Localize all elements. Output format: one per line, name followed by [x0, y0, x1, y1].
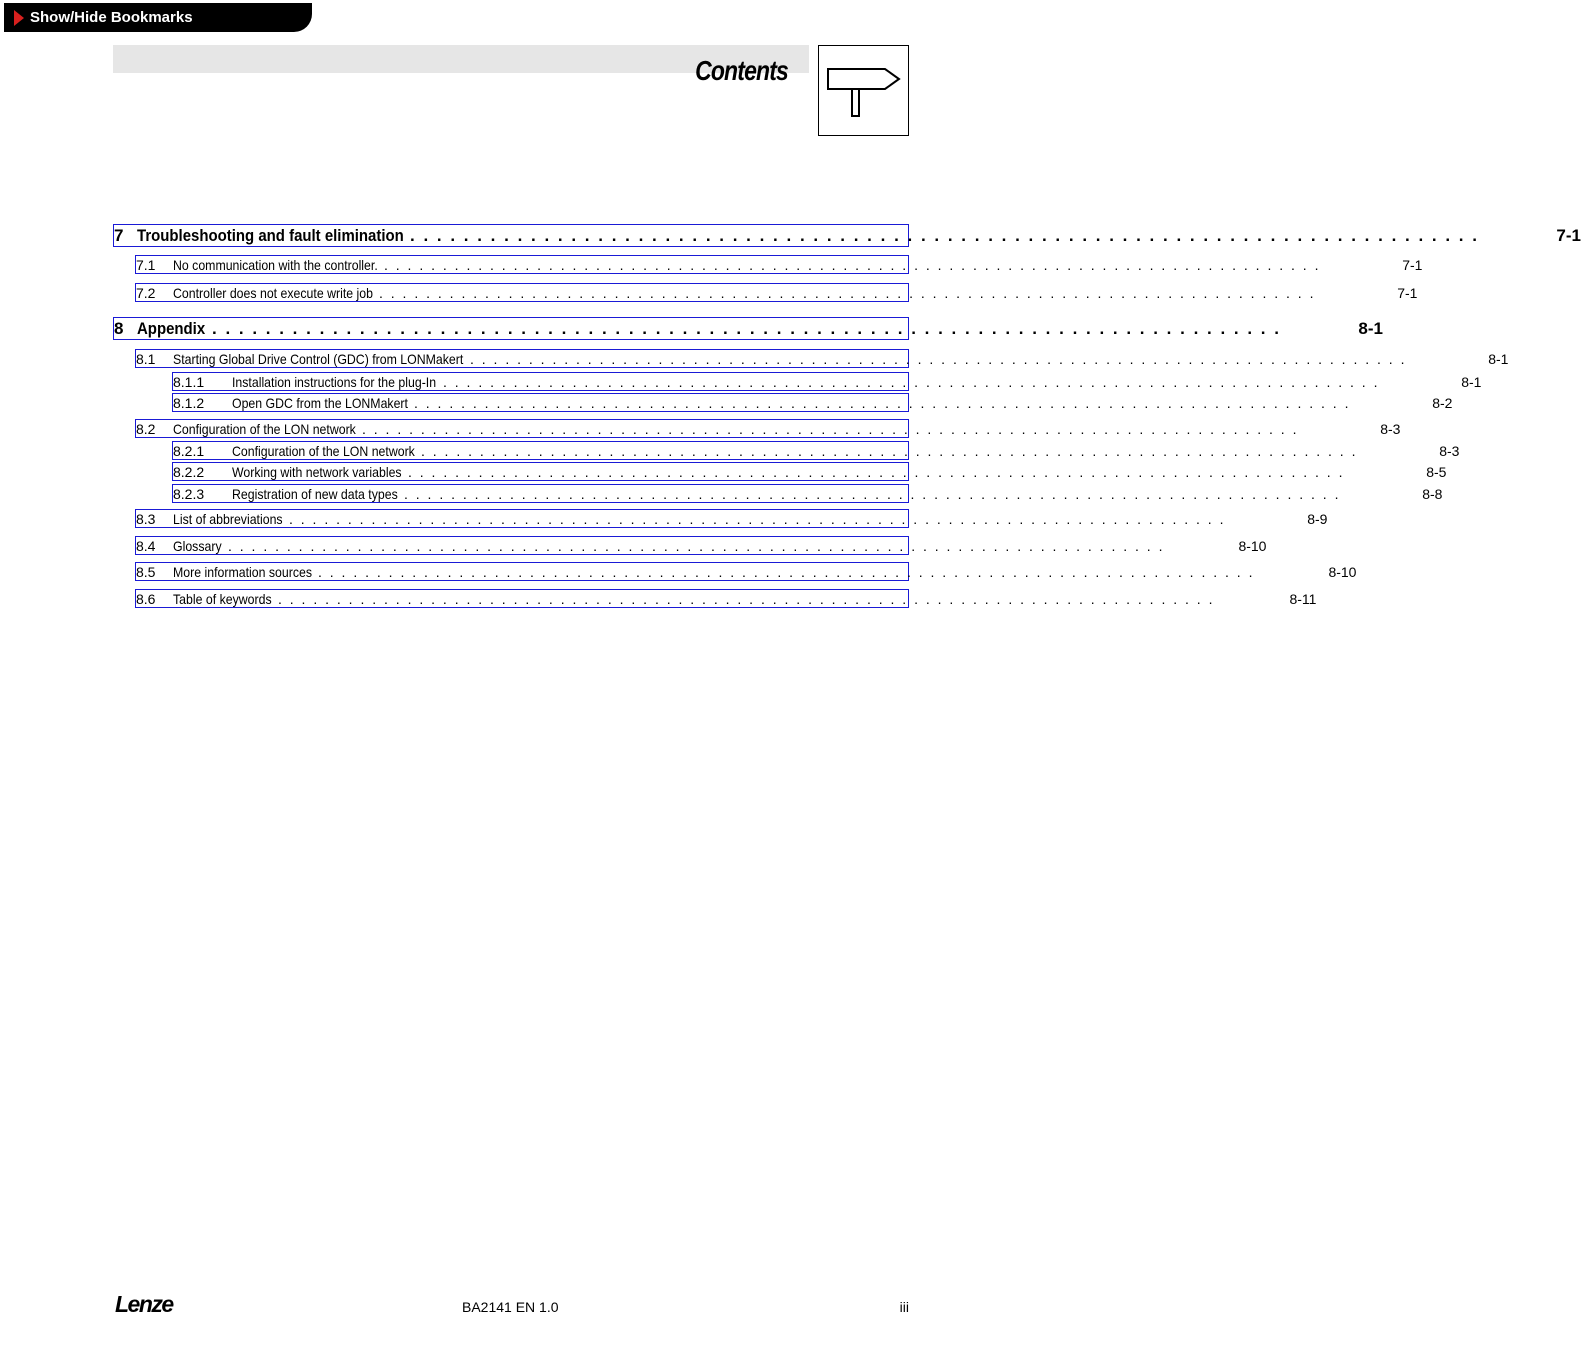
toc-entry-8[interactable] [113, 317, 1383, 340]
dotted-leader: . . . . . . . . . . . . . . . . . . . . . . . . . . . . . . . . . . . . . . . . . . . . . . . . . . . . . . . . . . . . . . . . . . . . . . . . . . . . . . . . [414, 394, 1351, 411]
toc-entry-title [232, 374, 437, 390]
toc-entry-8-2[interactable] [135, 419, 1401, 438]
toc-entry-title-text: Registration of new data types [232, 485, 398, 502]
toc-entry-title [173, 511, 283, 527]
toc-entry-title-text: No communication with the controller. [173, 256, 378, 273]
toc-entry-8-1-2[interactable] [172, 393, 1453, 412]
toc-entry-title-text: More information sources [173, 563, 312, 580]
dotted-leader: . . . . . . . . . . . . . . . . . . . . . . . . . . . . . . . . . . . . . . . . . . . . . . . . . . . . . . . . . . . . . . . . . . . . . . . . . . . . . . . . [212, 318, 1281, 338]
toc-entry-page: 8-1 [1358, 318, 1383, 338]
toc-entry-number: 8.1.2 [173, 394, 205, 411]
toc-entry-number: 8.6 [136, 590, 156, 607]
toc-entry-title-text: Open GDC from the LONMakert [232, 394, 408, 411]
toc-entry-page: 8-10 [1328, 563, 1357, 580]
toc-entry-page: 7-1 [1402, 256, 1423, 273]
toc-entry-page: 8-5 [1426, 463, 1447, 480]
toc-entry-7[interactable] [113, 224, 1581, 247]
toc-entry-8-2-3[interactable] [172, 484, 1443, 503]
dotted-leader: . . . . . . . . . . . . . . . . . . . . . . . . . . . . . . . . . . . . . . . . . . . . . . . . . . . . . . . . . . . . . . . . . . . . . . . . . . . . . . . . [362, 420, 1299, 437]
dotted-leader: . . . . . . . . . . . . . . . . . . . . . . . . . . . . . . . . . . . . . . . . . . . . . . . . . . . . . . . . . . . . . . . . . . . . . . . . . . . . . . . . [470, 350, 1407, 367]
dotted-leader: . . . . . . . . . . . . . . . . . . . . . . . . . . . . . . . . . . . . . . . . . . . . . . . . . . . . . . . . . . . . . . . . . . . . . . . . . . . . . . . . [384, 256, 1321, 273]
toc-entry-8-5[interactable] [135, 562, 1357, 581]
toc-entry-number: 8.1.1 [173, 373, 205, 390]
dotted-leader: . . . . . . . . . . . . . . . . . . . . . . . . . . . . . . . . . . . . . . . . . . . . . . . . . . . . . . . . . . . . . . . . . . . . . . . . . . . . . . . . [404, 485, 1341, 502]
toc-entry-page: 7-1 [1556, 225, 1581, 245]
toc-entry-number: 7.1 [136, 256, 156, 273]
dotted-leader: . . . . . . . . . . . . . . . . . . . . . . . . . . . . . . . . . . . . . . . . . . . . . . . . . . . . . . . . . . . . . . . . . . . . . . . . . . . . . . . . [228, 537, 1165, 554]
toc-entry-7-1[interactable] [135, 255, 1423, 274]
toc-entry-title [137, 226, 404, 246]
toc-entry-page: 8-11 [1289, 590, 1317, 607]
page-title: Contents [695, 55, 788, 86]
toc-entry-title-text: Configuration of the LON network [173, 420, 356, 437]
signpost-icon [818, 45, 909, 136]
toc-entry-8-3[interactable] [135, 509, 1328, 528]
toc-entry-page: 8-10 [1238, 537, 1267, 554]
toc-entry-page: 8-1 [1461, 373, 1482, 390]
toc-entry-8-1[interactable] [135, 349, 1509, 368]
lenze-logo: Lenze [115, 1291, 173, 1317]
toc-entry-number: 8.1 [136, 350, 156, 367]
toc-entry-page: 8-3 [1439, 442, 1460, 459]
toc-entry-number: 8.2.1 [173, 442, 205, 459]
dotted-leader: . . . . . . . . . . . . . . . . . . . . . . . . . . . . . . . . . . . . . . . . . . . . . . . . . . . . . . . . . . . . . . . . . . . . . . . . . . . . . . . . [289, 510, 1226, 527]
toc-entry-title-text: Working with network variables [232, 463, 402, 480]
toc-entry-number: 8.2 [136, 420, 156, 437]
toc-entry-8-4[interactable] [135, 536, 1267, 555]
toc-entry-page: 8-8 [1422, 485, 1443, 502]
toc-entry-title [173, 538, 222, 554]
toc-entry-title [173, 564, 312, 580]
toc-entry-number: 8.4 [136, 537, 156, 554]
toc-entry-number: 8.5 [136, 563, 156, 580]
toc-entry-title-text: Installation instructions for the plug-In [232, 373, 437, 390]
toc-entry-title-text: Configuration of the LON network [232, 442, 415, 459]
toc-entry-title-text: Starting Global Drive Control (GDC) from LONMakert [173, 350, 464, 367]
page-number: iii [899, 1299, 909, 1315]
toc-entry-8-1-1[interactable] [172, 372, 1482, 391]
toc-entry-number: 7 [114, 225, 124, 245]
toc-entry-number: 8.2.2 [173, 463, 205, 480]
toc-entry-8-2-2[interactable] [172, 462, 1447, 481]
toc-entry-number: 8.2.3 [173, 485, 205, 502]
dotted-leader: . . . . . . . . . . . . . . . . . . . . . . . . . . . . . . . . . . . . . . . . . . . . . . . . . . . . . . . . . . . . . . . . . . . . . . . . . . . . . . . . [421, 442, 1358, 459]
toc-entry-title-text: Table of keywords [173, 590, 272, 607]
toc-entry-title [232, 395, 408, 411]
toc-entry-8-2-1[interactable] [172, 441, 1460, 460]
toc-entry-title-text: Troubleshooting and fault elimination [137, 225, 404, 245]
toc-entry-title [173, 257, 378, 273]
toc-entry-title [173, 591, 272, 607]
toc-entry-7-2[interactable] [135, 283, 1418, 302]
toc-entry-page: 8-9 [1307, 510, 1328, 527]
toc-entry-title [232, 464, 402, 480]
toc-entry-page: 8-3 [1380, 420, 1401, 437]
toc-entry-number: 7.2 [136, 284, 156, 301]
dotted-leader: . . . . . . . . . . . . . . . . . . . . . . . . . . . . . . . . . . . . . . . . . . . . . . . . . . . . . . . . . . . . . . . . . . . . . . . . . . . . . . . . [379, 284, 1316, 301]
show-hide-bookmarks-button[interactable] [4, 3, 312, 32]
toc-entry-title-text: Appendix [137, 318, 206, 338]
dotted-leader: . . . . . . . . . . . . . . . . . . . . . . . . . . . . . . . . . . . . . . . . . . . . . . . . . . . . . . . . . . . . . . . . . . . . . . . . . . . . . . . . [443, 373, 1380, 390]
toc-entry-title [173, 285, 373, 301]
toc-entry-8-6[interactable] [135, 589, 1317, 608]
toc-entry-page: 8-2 [1432, 394, 1453, 411]
toc-entry-number: 8 [114, 318, 124, 338]
toc-entry-title [173, 351, 464, 367]
toc-entry-title [232, 443, 415, 459]
document-id: BA2141 EN 1.0 [462, 1299, 559, 1315]
toc-entry-title [173, 421, 356, 437]
toc-entry-page: 8-1 [1488, 350, 1509, 367]
dotted-leader: . . . . . . . . . . . . . . . . . . . . . . . . . . . . . . . . . . . . . . . . . . . . . . . . . . . . . . . . . . . . . . . . . . . . . . . . . . . . . . . . [410, 225, 1479, 245]
dotted-leader: . . . . . . . . . . . . . . . . . . . . . . . . . . . . . . . . . . . . . . . . . . . . . . . . . . . . . . . . . . . . . . . . . . . . . . . . . . . . . . . . [408, 463, 1345, 480]
toc-entry-title-text: Controller does not execute write job [173, 284, 373, 301]
dotted-leader: . . . . . . . . . . . . . . . . . . . . . . . . . . . . . . . . . . . . . . . . . . . . . . . . . . . . . . . . . . . . . . . . . . . . . . . . . . . . . . . . [278, 590, 1215, 607]
toc-entry-title-text: Glossary [173, 537, 222, 554]
toc-entry-number: 8.3 [136, 510, 156, 527]
toc-entry-title-text: List of abbreviations [173, 510, 283, 527]
toc-entry-title [232, 486, 398, 502]
triangle-right-icon [14, 10, 24, 26]
toc-entry-title [137, 319, 206, 339]
toc-entry-page: 7-1 [1397, 284, 1418, 301]
dotted-leader: . . . . . . . . . . . . . . . . . . . . . . . . . . . . . . . . . . . . . . . . . . . . . . . . . . . . . . . . . . . . . . . . . . . . . . . . . . . . . . . . [318, 563, 1255, 580]
bookmarks-button-label: Show/Hide Bookmarks [30, 9, 193, 26]
